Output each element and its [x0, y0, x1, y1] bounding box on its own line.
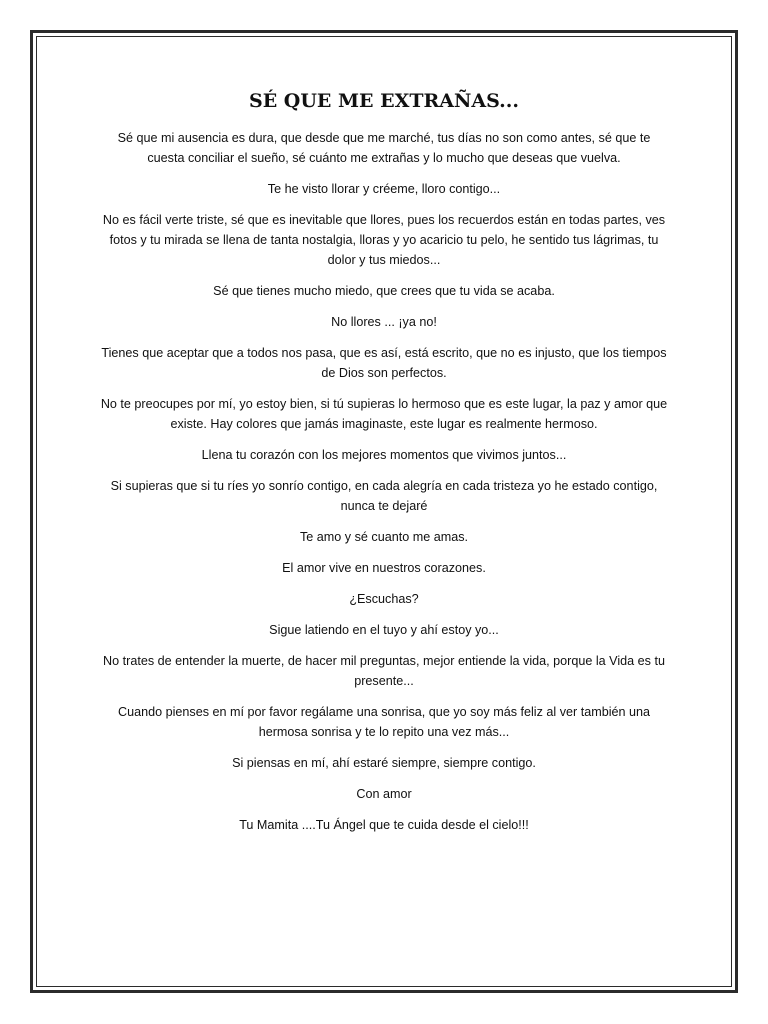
paragraph: Llena tu corazón con los mejores momentos que vivimos juntos...	[201, 448, 567, 462]
paragraph: No te preocupes por mí, yo estoy bien, si tú supieras lo hermoso que es este lugar, la paz y amor que existe. Hay colores que jamás imaginaste, este lugar es realmente hermoso.	[100, 397, 668, 431]
paragraph: No llores ... ¡ya no!	[331, 315, 437, 329]
paragraph: Sé que mi ausencia es dura, que desde que me marché, tus días no son como antes, sé que te cuesta conciliar el sueño, sé cuánto me extrañas y lo mucho que deseas que vuelva.	[117, 131, 651, 165]
paragraph: Tienes que aceptar que a todos nos pasa, que es así, está escrito, que no es injusto, que los tiempos de Dios son perfectos.	[101, 346, 667, 380]
paragraph: Te amo y sé cuanto me amas.	[300, 530, 468, 544]
paragraph: No trates de entender la muerte, de hacer mil preguntas, mejor entiende la vida, porque la Vida es tu presente...	[103, 654, 665, 688]
paragraph: No es fácil verte triste, sé que es inevitable que llores, pues los recuerdos están en todas partes, ves fotos y tu mirada se llena de tanta nostalgia, lloras y yo acaricio tu pelo, he sentido tus lágrimas, tu dolor y tus miedos...	[102, 213, 666, 267]
closing-line: Con amor	[356, 787, 412, 801]
document-title: SÉ QUE ME EXTRAÑAS...	[248, 90, 520, 112]
paragraph: El amor vive en nuestros corazones.	[282, 561, 486, 575]
paragraph: Te he visto llorar y créeme, lloro contigo...	[267, 182, 501, 196]
paragraph: Si supieras que si tu ríes yo sonrío contigo, en cada alegría en cada tristeza yo he estado contigo, nunca te dejaré	[110, 479, 658, 513]
paragraph: Sé que tienes mucho miedo, que crees que tu vida se acaba.	[213, 284, 555, 298]
paragraph: ¿Escuchas?	[349, 592, 419, 606]
paragraph: Sigue latiendo en el tuyo y ahí estoy yo...	[269, 623, 499, 637]
document-body	[100, 128, 668, 846]
paragraph: Cuando pienses en mí por favor regálame una sonrisa, que yo soy más feliz al ver también una hermosa sonrisa y te lo repito una vez más...	[117, 705, 651, 739]
signature-line: Tu Mamita ....Tu Ángel que te cuida desde el cielo!!!	[239, 818, 529, 832]
paragraph: Si piensas en mí, ahí estaré siempre, siempre contigo.	[232, 756, 536, 770]
